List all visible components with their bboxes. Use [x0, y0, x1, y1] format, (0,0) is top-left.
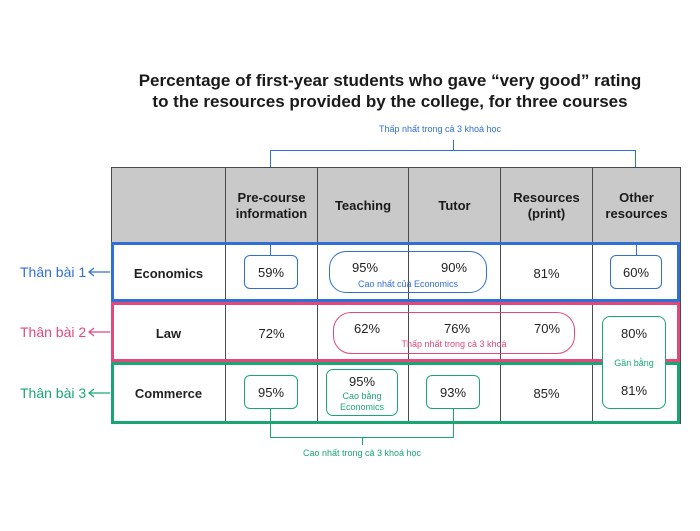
title-line-1: Percentage of first-year students who gave “very good” rating — [138, 71, 642, 90]
table-header-row — [112, 168, 681, 244]
commerce-pre-course-value: 95% — [257, 385, 285, 400]
side-arrow-1 — [86, 267, 110, 277]
law-tutor-value: 76% — [444, 321, 471, 336]
header-tutor — [409, 168, 501, 244]
title-line-2: to the resources provided by the college, for three courses — [152, 92, 628, 111]
economics-teaching-value: 95% — [352, 260, 379, 275]
cell-commerce-resources: 85% — [501, 364, 593, 424]
side-arrow-3 — [86, 388, 110, 398]
bottom-bracket-leg-left — [270, 409, 271, 437]
header-pre-course — [226, 168, 318, 244]
header-cell-blank — [112, 168, 226, 244]
economics-tutor-value: 90% — [441, 260, 468, 275]
commerce-pre-course-pill — [244, 375, 298, 409]
commerce-equal-note-1: Cao bằng — [342, 391, 382, 401]
top-bracket — [270, 150, 636, 168]
economics-pre-course-value: 59% — [257, 265, 285, 280]
commerce-tutor-pill — [426, 375, 480, 409]
law-teaching-resources-pill — [333, 312, 575, 354]
side-arrow-2 — [86, 327, 110, 337]
commerce-equal-note-2: Economics — [339, 402, 384, 412]
header-other-resources-label: Other resources — [605, 189, 668, 221]
header-tutor-label: Tutor — [438, 197, 471, 213]
economics-highest-note: Cao nhất của Economics — [357, 279, 459, 289]
similar-note: Gần bằng — [614, 358, 654, 368]
bottom-bracket-leg-right — [453, 409, 454, 437]
law-teaching-value: 62% — [354, 321, 381, 336]
economics-teaching-tutor-pill — [329, 251, 487, 293]
economics-other-value: 60% — [622, 265, 650, 280]
header-teaching — [318, 168, 409, 244]
commerce-teaching-value: 95% — [348, 374, 376, 389]
law-resources-value: 70% — [534, 321, 561, 336]
law-lowest-note: Thấp nhất trong cả 3 khoá — [401, 339, 507, 349]
header-teaching-label: Teaching — [334, 197, 392, 213]
cell-economics-resources: 81% — [501, 244, 593, 304]
commerce-teaching-pill — [326, 369, 398, 416]
header-other-resources — [593, 168, 681, 244]
bottom-bracket-note: Cao nhất trong cả 3 khoá học — [302, 448, 422, 458]
cell-law-pre-course: 72% — [226, 304, 318, 364]
side-label-3: Thân bài 3 — [20, 385, 87, 401]
top-bracket-stem — [453, 140, 454, 150]
row-label-commerce: Commerce — [112, 364, 226, 424]
row-label-economics: Economics — [112, 244, 226, 304]
header-resources-print-label: Resources (print) — [513, 189, 580, 221]
bottom-bracket-stem — [362, 437, 363, 445]
other-resources-similar-pill — [602, 316, 666, 409]
header-resources-print — [501, 168, 593, 244]
header-pre-course-label: Pre-course information — [235, 189, 308, 221]
side-label-1: Thân bài 1 — [20, 264, 87, 280]
chart-title — [100, 70, 680, 112]
law-other-value: 80% — [620, 326, 648, 341]
economics-other-pill — [610, 255, 662, 289]
top-bracket-note: Thấp nhất trong cả 3 khoá học — [378, 124, 502, 134]
side-label-2: Thân bài 2 — [20, 324, 87, 340]
economics-pre-course-pill — [244, 255, 298, 289]
row-label-law: Law — [112, 304, 226, 364]
commerce-other-value: 81% — [620, 383, 648, 398]
commerce-tutor-value: 93% — [439, 385, 467, 400]
